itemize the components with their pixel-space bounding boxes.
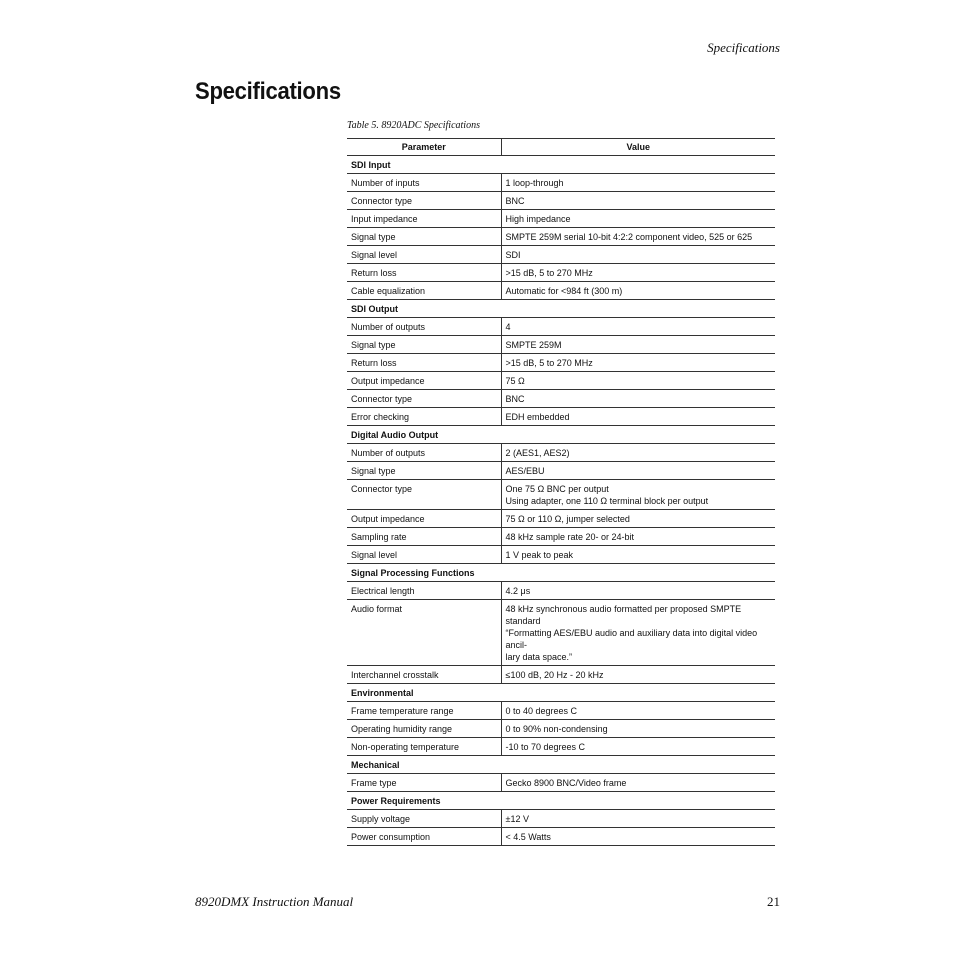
value-cell — [501, 774, 775, 792]
page-title: Specifications — [195, 78, 341, 105]
footer-manual-title: 8920DMX Instruction Manual — [195, 894, 354, 909]
value-line: BNC — [505, 394, 525, 404]
table-row — [347, 510, 775, 528]
footer-page-number: 21 — [767, 894, 780, 909]
parameter-cell: Signal type — [347, 336, 501, 354]
table-row — [347, 720, 775, 738]
value-line: SDI — [505, 250, 521, 260]
value-line: BNC — [505, 196, 525, 206]
section-title: Signal Processing Functions — [347, 564, 775, 582]
value-line: SMPTE 259M serial 10-bit 4:2:2 component video, 525 or 625 — [505, 232, 753, 242]
table-row — [347, 444, 775, 462]
value-line: Automatic for <984 ft (300 m) — [505, 286, 623, 296]
table-row — [347, 318, 775, 336]
table-row — [347, 480, 775, 510]
table-row — [347, 354, 775, 372]
section-title: Power Requirements — [347, 792, 775, 810]
section-title: Digital Audio Output — [347, 426, 775, 444]
table-row — [347, 192, 775, 210]
parameter-cell: Output impedance — [347, 510, 501, 528]
value-line: >15 dB, 5 to 270 MHz — [505, 358, 593, 368]
section-row — [347, 426, 775, 444]
parameter-cell: Operating humidity range — [347, 720, 501, 738]
value-cell — [501, 702, 775, 720]
table-row — [347, 174, 775, 192]
value-cell — [501, 810, 775, 828]
value-line: AES/EBU — [505, 466, 545, 476]
value-cell — [501, 228, 775, 246]
table-row — [347, 246, 775, 264]
section-title: Environmental — [347, 684, 775, 702]
running-header: Specifications — [707, 40, 780, 55]
value-line: 4 — [505, 322, 511, 332]
value-cell — [501, 510, 775, 528]
value-cell — [501, 192, 775, 210]
value-line: 0 to 90% non-condensing — [505, 724, 608, 734]
value-line: SMPTE 259M — [505, 340, 562, 350]
section-row — [347, 564, 775, 582]
value-cell — [501, 666, 775, 684]
value-line: Using adapter, one 110 Ω terminal block per output — [505, 496, 709, 506]
value-cell — [501, 600, 775, 666]
parameter-cell: Signal level — [347, 246, 501, 264]
table-row — [347, 666, 775, 684]
table-row — [347, 774, 775, 792]
value-line: >15 dB, 5 to 270 MHz — [505, 268, 593, 278]
column-header-parameter: Parameter — [347, 139, 501, 156]
table-row — [347, 390, 775, 408]
value-line: One 75 Ω BNC per output — [505, 484, 609, 494]
value-line: 2 (AES1, AES2) — [505, 448, 570, 458]
table-row — [347, 228, 775, 246]
table-body — [347, 156, 775, 846]
value-cell — [501, 408, 775, 426]
value-cell — [501, 480, 775, 510]
table-row — [347, 408, 775, 426]
section-title: Mechanical — [347, 756, 775, 774]
section-row — [347, 300, 775, 318]
parameter-cell: Number of inputs — [347, 174, 501, 192]
table-row — [347, 582, 775, 600]
parameter-cell: Cable equalization — [347, 282, 501, 300]
table-row — [347, 738, 775, 756]
value-line: 75 Ω — [505, 376, 525, 386]
parameter-cell: Frame type — [347, 774, 501, 792]
section-title: SDI Input — [347, 156, 775, 174]
table-caption: Table 5. 8920ADC Specifications — [347, 120, 480, 131]
parameter-cell: Electrical length — [347, 582, 501, 600]
parameter-cell: Return loss — [347, 354, 501, 372]
parameter-cell: Frame temperature range — [347, 702, 501, 720]
value-cell — [501, 528, 775, 546]
parameter-cell: Input impedance — [347, 210, 501, 228]
value-line: lary data space.” — [505, 652, 573, 662]
parameter-cell: Signal type — [347, 462, 501, 480]
section-row — [347, 792, 775, 810]
section-row — [347, 684, 775, 702]
parameter-cell: Output impedance — [347, 372, 501, 390]
value-cell — [501, 282, 775, 300]
table-row — [347, 282, 775, 300]
value-line: Gecko 8900 BNC/Video frame — [505, 778, 627, 788]
parameter-cell: Connector type — [347, 192, 501, 210]
column-header-value: Value — [501, 139, 775, 156]
parameter-cell: Signal level — [347, 546, 501, 564]
value-line: EDH embedded — [505, 412, 570, 422]
section-row — [347, 156, 775, 174]
value-cell — [501, 174, 775, 192]
parameter-cell: Signal type — [347, 228, 501, 246]
value-line: 48 kHz sample rate 20- or 24-bit — [505, 532, 635, 542]
value-line: 75 Ω or 110 Ω, jumper selected — [505, 514, 630, 524]
value-line: 0 to 40 degrees C — [505, 706, 578, 716]
section-row — [347, 756, 775, 774]
parameter-cell: Interchannel crosstalk — [347, 666, 501, 684]
table-row — [347, 702, 775, 720]
parameter-cell: Number of outputs — [347, 444, 501, 462]
table-row — [347, 828, 775, 846]
value-line: “Formatting AES/EBU audio and auxiliary data into digital video ancil- — [505, 628, 758, 650]
table-row — [347, 372, 775, 390]
value-cell — [501, 582, 775, 600]
parameter-cell: Error checking — [347, 408, 501, 426]
value-cell — [501, 738, 775, 756]
value-cell — [501, 336, 775, 354]
value-cell — [501, 318, 775, 336]
value-line: 1 loop-through — [505, 178, 564, 188]
value-line: -10 to 70 degrees C — [505, 742, 586, 752]
parameter-cell: Connector type — [347, 390, 501, 408]
parameter-cell: Non-operating temperature — [347, 738, 501, 756]
table-row — [347, 210, 775, 228]
table-row — [347, 546, 775, 564]
value-cell — [501, 372, 775, 390]
parameter-cell: Sampling rate — [347, 528, 501, 546]
value-line: < 4.5 Watts — [505, 832, 551, 842]
value-cell — [501, 210, 775, 228]
table-row — [347, 600, 775, 666]
value-line: 48 kHz synchronous audio formatted per proposed SMPTE standard — [505, 604, 742, 626]
value-cell — [501, 354, 775, 372]
table-row — [347, 264, 775, 282]
table-header-row — [347, 139, 775, 156]
table-row — [347, 810, 775, 828]
value-line: ±12 V — [505, 814, 529, 824]
specifications-table — [347, 138, 775, 846]
value-cell — [501, 462, 775, 480]
parameter-cell: Number of outputs — [347, 318, 501, 336]
value-cell — [501, 720, 775, 738]
value-line: High impedance — [505, 214, 571, 224]
section-title: SDI Output — [347, 300, 775, 318]
value-cell — [501, 246, 775, 264]
value-cell — [501, 444, 775, 462]
value-line: 1 V peak to peak — [505, 550, 574, 560]
value-cell — [501, 828, 775, 846]
value-cell — [501, 264, 775, 282]
parameter-cell: Return loss — [347, 264, 501, 282]
table-row — [347, 336, 775, 354]
parameter-cell: Audio format — [347, 600, 501, 666]
table-row — [347, 528, 775, 546]
value-line: ≤100 dB, 20 Hz - 20 kHz — [505, 670, 604, 680]
value-cell — [501, 390, 775, 408]
parameter-cell: Connector type — [347, 480, 501, 510]
value-cell — [501, 546, 775, 564]
parameter-cell: Supply voltage — [347, 810, 501, 828]
table-row — [347, 462, 775, 480]
parameter-cell: Power consumption — [347, 828, 501, 846]
value-line: 4.2 μs — [505, 586, 531, 596]
